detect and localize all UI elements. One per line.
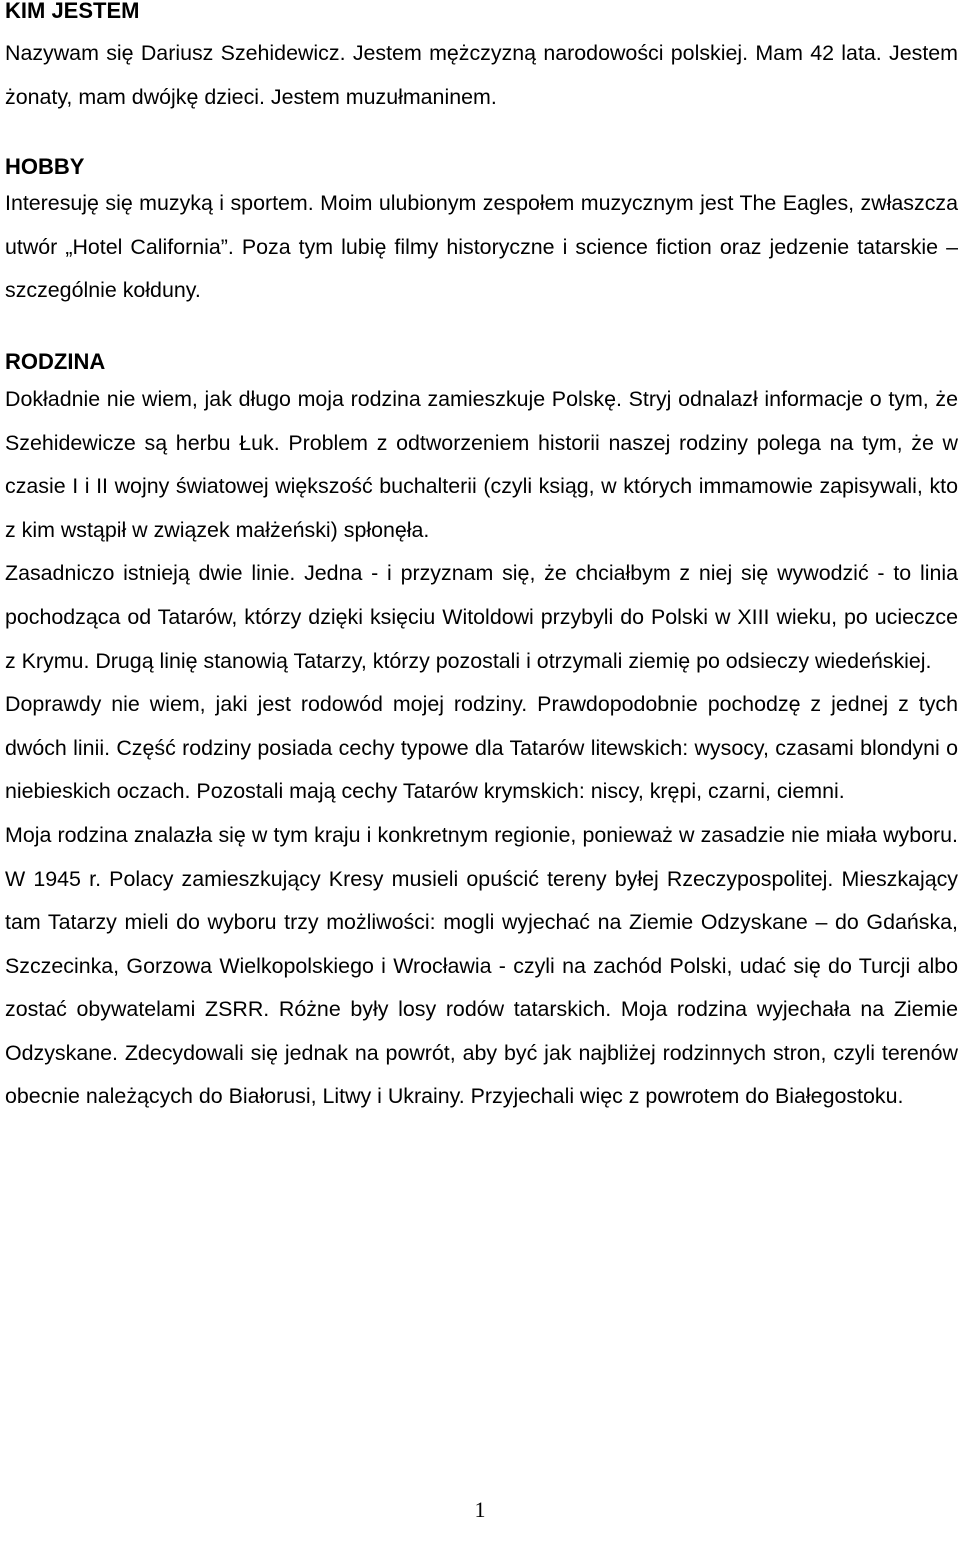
paragraph-hobby: Interesuję się muzyką i sportem. Moim ulubionym zespołem muzycznym jest The Eagles, zwłaszcza utwór „Hotel California”. Poza tym lubię filmy historyczne i science fiction oraz jedzenie tatarskie – szczególnie kołduny. <box>5 191 958 303</box>
heading-hobby: HOBBY <box>5 154 85 180</box>
page-number: 1 <box>474 1497 486 1522</box>
paragraph-rodzina-3: Doprawdy nie wiem, jaki jest rodowód mojej rodziny. Prawdopodobnie pochodzę z jednej z tych dwóch linii. Część rodziny posiada cechy typowe dla Tatarów litewskich: wysocy, czasami blondyni o niebieskich oczach. Pozostali mają cechy Tatarów krymskich: niscy, krępi, czarni, ciemni. <box>5 692 958 804</box>
paragraph-rodzina-1: Dokładnie nie wiem, jak długo moja rodzina zamieszkuje Polskę. Stryj odnalazł informacje o tym, że Szehidewicze są herbu Łuk. Problem z odtworzeniem historii naszej rodziny polega na tym, że w czasie I i II wojny światowej większość buchalterii (czyli ksiąg, w których immamowie zapisywali, kto z kim wstąpił w związek małżeński) spłonęła. <box>5 386 958 542</box>
paragraph-rodzina-4: Moja rodzina znalazła się w tym kraju i konkretnym regionie, ponieważ w zasadzie nie miała wyboru. W 1945 r. Polacy zamieszkujący Kresy musieli opuścić tereny byłej Rzeczypospolitej. Mieszkający tam Tatarzy mieli do wyboru trzy możliwości: mogli wyjechać na Ziemie Odzyskane – do Gdańska, Szczecinka, Gorzowa Wielkopolskiego i Wrocławia - czyli na zachód Polski, udać się do Turcji albo zostać obywatelami ZSRR. Różne były losy rodów tatarskich. Moja rodzina wyjechała na Ziemie Odzyskane. Zdecydowali się jednak na powrót, aby być jak najbliżej rodzinnych stron, czyli terenów obecnie należących do Białorusi, Litwy i Ukrainy. Przyjechali więc z powrotem do Białegostoku. <box>5 822 958 1109</box>
document-page <box>5 0 958 1119</box>
heading-rodzina: RODZINA <box>5 348 106 374</box>
paragraph-rodzina-2: Zasadniczo istnieją dwie linie. Jedna - i przyznam się, że chciałbym z niej się wywodzić - to linia pochodząca od Tatarów, którzy dzięki księciu Witoldowi przybyli do Polski w XIII wieku, po ucieczce z Krymu. Drugą linię stanowią Tatarzy, którzy pozostali i otrzymali ziemię po odsieczy wiedeńskiej. <box>5 561 958 673</box>
paragraph-kim-jestem: Nazywam się Dariusz Szehidewicz. Jestem mężczyzną narodowości polskiej. Mam 42 lata. Jestem żonaty, mam dwójkę dzieci. Jestem muzułmaninem. <box>5 41 958 109</box>
heading-kim-jestem: KIM JESTEM <box>5 0 140 23</box>
